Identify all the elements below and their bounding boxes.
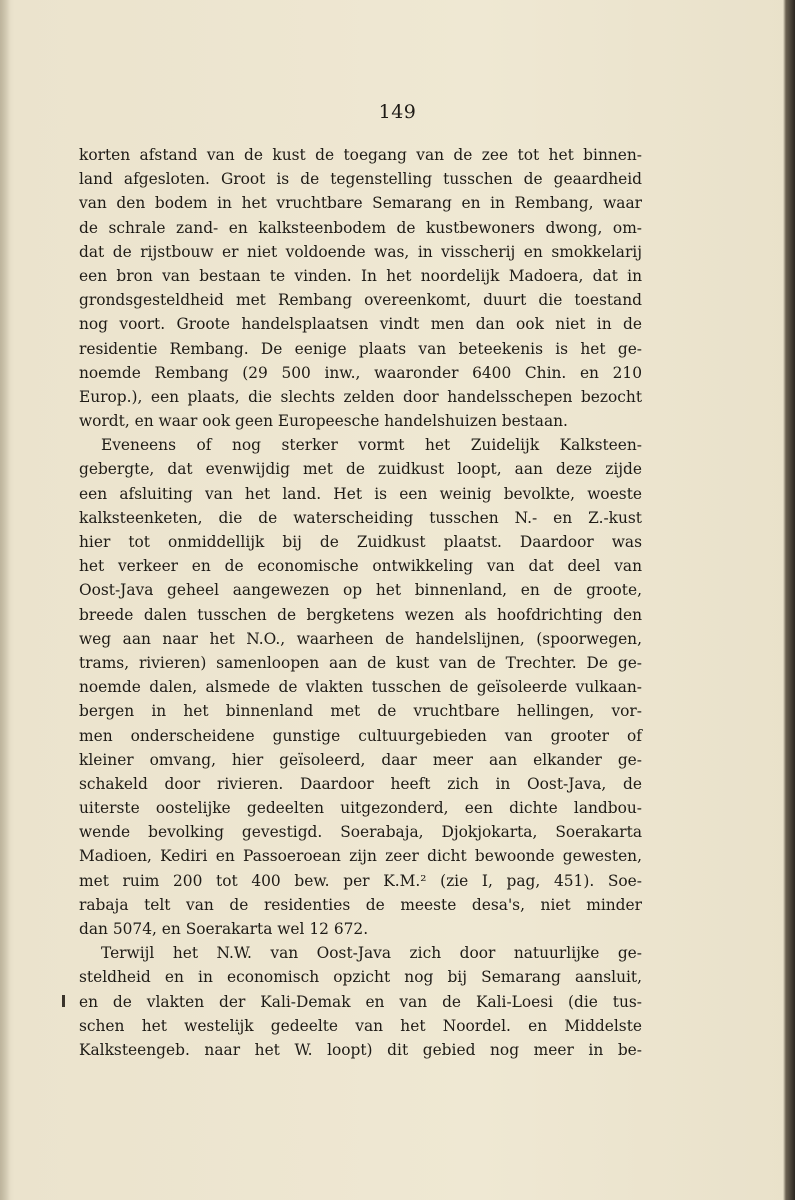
text-line: schakeld door rivieren. Daardoor heeft zich in Oost-Java, de	[79, 774, 642, 793]
text-line: dan 5074, en Soerakarta wel 12 672.	[79, 920, 369, 938]
margin-mark	[62, 995, 65, 1007]
text-line: een bron van bestaan te vinden. In het noordelijk Madoera, dat in	[79, 266, 642, 285]
text-line: van den bodem in het vruchtbare Semarang en in Rembang, waar	[79, 194, 642, 213]
text-line: gebergte, dat evenwijdig met de zuidkust loopt, aan deze zijde	[79, 460, 642, 479]
text-line: en de vlakten der Kali-Demak en van de Kali-Loesi (die tus-	[79, 992, 642, 1011]
text-line: wordt, en waar ook geen Europeesche handelshuizen bestaan.	[79, 412, 568, 431]
text-line: steldheid en in economisch opzicht nog bij Semarang aansluit,	[79, 968, 642, 987]
text-line: nog voort. Groote handelsplaatsen vindt men dan ook niet in de	[79, 315, 642, 334]
text-line: kalksteenketen, die de waterscheiding tusschen N.- en Z.-kust	[79, 508, 642, 527]
page-edge	[783, 0, 795, 1200]
text-line: Eveneens of nog sterker vormt het Zuidelijk Kalksteen-	[101, 436, 642, 455]
text-line: Terwijl het N.W. van Oost-Java zich door natuurlijke ge-	[101, 944, 642, 963]
text-line: Oost-Java geheel aangewezen op het binnenland, en de groote,	[79, 581, 642, 600]
text-line: bergen in het binnenland met de vruchtbare hellingen, vor-	[79, 702, 642, 721]
text-line: men onderscheidene gunstige cultuurgebieden van grooter of	[79, 726, 642, 745]
text-line: noemde Rembang (29 500 inw., waaronder 6400 Chin. en 210	[79, 363, 642, 382]
text-line: kleiner omvang, hier geïsoleerd, daar meer aan elkander ge-	[79, 750, 642, 769]
text-line: Madioen, Kediri en Passoeroean zijn zeer dicht bewoonde gewesten,	[79, 847, 642, 866]
binding-shadow	[0, 0, 10, 1200]
text-line: korten afstand van de kust de toegang van de zee tot het binnen-	[79, 146, 642, 164]
body-text	[79, 143, 642, 1062]
text-line: trams, rivieren) samenloopen aan de kust van de Trechter. De ge-	[79, 653, 642, 672]
text-line: rabaja telt van de residenties de meeste desa's, niet minder	[79, 895, 642, 914]
text-line: schen het westelijk gedeelte van het Noordel. en Middelste	[79, 1016, 642, 1035]
text-line: residentie Rembang. De eenige plaats van beteekenis is het ge-	[79, 339, 642, 358]
text-line: de schrale zand- en kalksteenbodem de kustbewoners dwong, om-	[79, 218, 642, 237]
page-number: 149	[378, 101, 417, 123]
text-line: wende bevolking gevestigd. Soerabaja, Djokjokarta, Soerakarta	[79, 823, 642, 842]
text-line: grondsgesteldheid met Rembang overeenkomt, duurt die toestand	[79, 291, 642, 310]
text-line: met ruim 200 tot 400 bew. per K.M.² (zie I, pag, 451). Soe-	[79, 871, 642, 890]
text-line: Kalksteengeb. naar het W. loopt) dit gebied nog meer in be-	[79, 1040, 642, 1059]
text-line: dat de rijstbouw er niet voldoende was, in visscherij en smokkelarij	[79, 242, 642, 261]
text-line: een afsluiting van het land. Het is een weinig bevolkte, woeste	[79, 484, 642, 503]
text-line: hier tot onmiddellijk bij de Zuidkust plaatst. Daardoor was	[79, 533, 642, 551]
text-line: uiterste oostelijke gedeelten uitgezonderd, een dichte landbou-	[79, 799, 642, 818]
text-line: land afgesloten. Groot is de tegenstelling tusschen de geaardheid	[79, 170, 642, 189]
text-line: Europ.), een plaats, die slechts zelden door handelsschepen bezocht	[79, 387, 642, 406]
text-line: breede dalen tusschen de bergketens wezen als hoofdrichting den	[79, 605, 642, 624]
text-line: weg aan naar het N.O., waarheen de handelslijnen, (spoorwegen,	[79, 629, 642, 648]
text-line: het verkeer en de economische ontwikkeling van dat deel van	[79, 557, 642, 576]
text-line: noemde dalen, alsmede de vlakten tusschen de geïsoleerde vulkaan-	[79, 678, 642, 697]
